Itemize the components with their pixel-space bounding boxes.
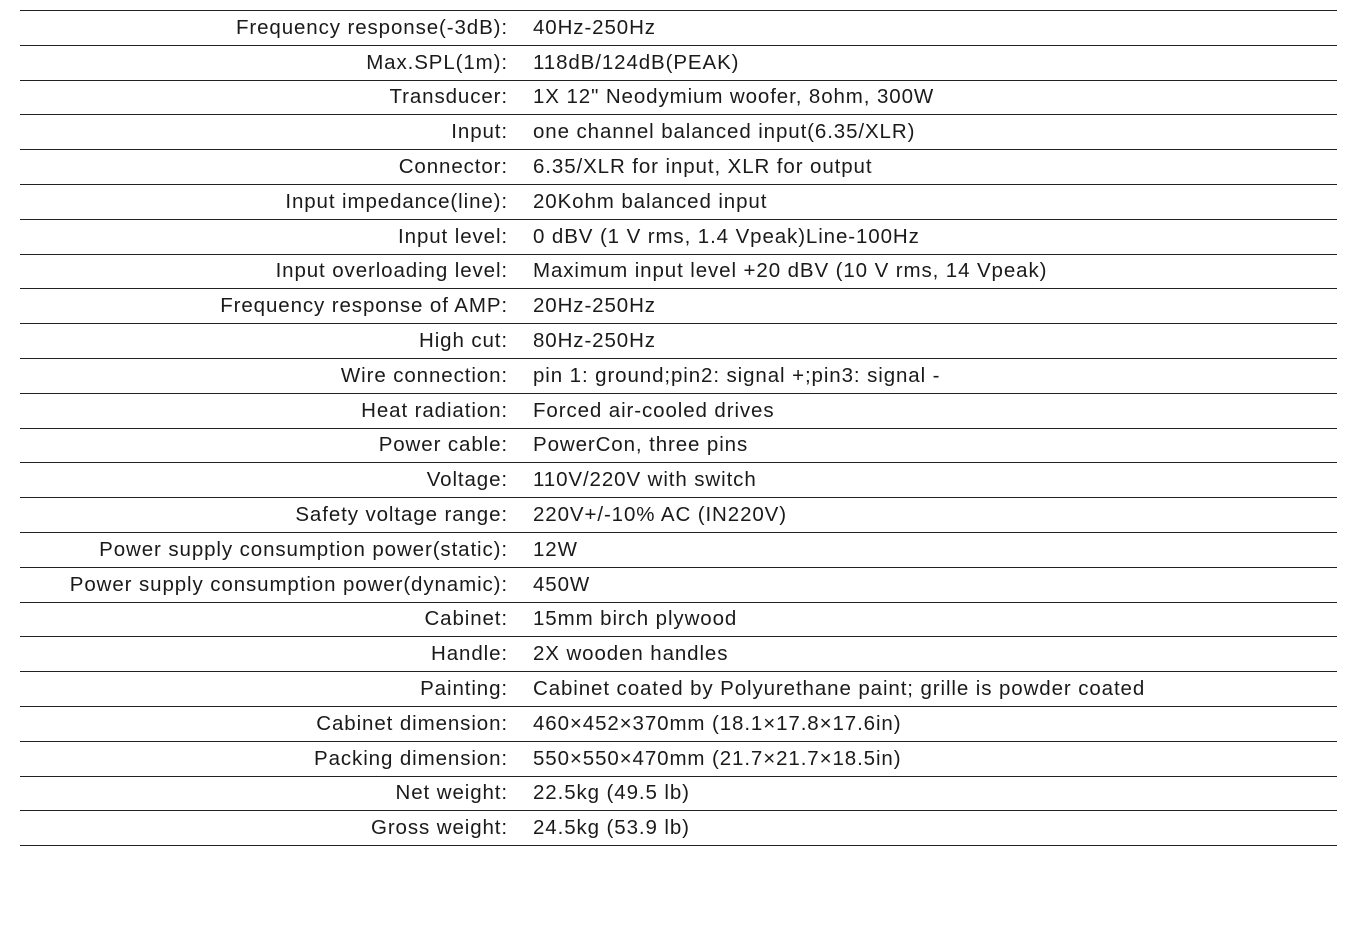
spec-value: Maximum input level +20 dBV (10 V rms, 14 Vpeak)	[533, 259, 1048, 283]
spec-value: pin 1: ground;pin2: signal +;pin3: signal -	[533, 363, 941, 387]
spec-label: Frequency response(-3dB):	[235, 15, 508, 39]
spec-row	[20, 777, 1337, 812]
spec-row	[20, 220, 1337, 255]
spec-value: 20Kohm balanced input	[533, 189, 768, 213]
spec-value: 110V/220V with switch	[533, 468, 757, 492]
spec-row	[20, 46, 1337, 81]
spec-row	[20, 11, 1337, 46]
spec-row	[20, 255, 1337, 290]
spec-value: 15mm birch plywood	[533, 607, 738, 631]
spec-row	[20, 115, 1337, 150]
spec-value: 220V+/-10% AC (IN220V)	[533, 503, 787, 527]
spec-value: PowerCon, three pins	[533, 433, 749, 457]
spec-row	[20, 463, 1337, 498]
spec-value: 40Hz-250Hz	[533, 15, 656, 39]
spec-label: Voltage:	[426, 468, 508, 492]
spec-value: Cabinet coated by Polyurethane paint; grille is powder coated	[533, 677, 1146, 701]
spec-row	[20, 81, 1337, 116]
spec-label: Cabinet:	[424, 607, 508, 631]
spec-value: 450W	[533, 572, 591, 596]
spec-label: Input level:	[398, 224, 508, 248]
spec-value: 20Hz-250Hz	[533, 294, 656, 318]
spec-value: 0 dBV (1 V rms, 1.4 Vpeak)Line-100Hz	[533, 224, 920, 248]
spec-label: Frequency response of AMP:	[220, 294, 508, 318]
spec-label: Power cable:	[378, 433, 508, 457]
spec-row	[20, 289, 1337, 324]
spec-row	[20, 707, 1337, 742]
spec-value: 1X 12" Neodymium woofer, 8ohm, 300W	[533, 85, 935, 109]
spec-row	[20, 185, 1337, 220]
spec-label: Heat radiation:	[361, 398, 508, 422]
spec-value: 6.35/XLR for input, XLR for output	[533, 155, 873, 179]
spec-label: Power supply consumption power(dynamic):	[69, 572, 508, 596]
spec-label: Wire connection:	[340, 363, 508, 387]
spec-label: Packing dimension:	[314, 746, 508, 770]
spec-label: Safety voltage range:	[295, 503, 508, 527]
spec-row	[20, 429, 1337, 464]
spec-label: Connector:	[398, 155, 508, 179]
spec-row	[20, 811, 1337, 846]
spec-value: 24.5kg (53.9 lb)	[533, 816, 690, 840]
spec-table	[20, 10, 1337, 846]
spec-row	[20, 603, 1337, 638]
spec-row	[20, 637, 1337, 672]
spec-value: 460×452×370mm (18.1×17.8×17.6in)	[533, 711, 902, 735]
spec-value: 22.5kg (49.5 lb)	[533, 781, 690, 805]
spec-value: 2X wooden handles	[533, 642, 729, 666]
spec-label: Gross weight:	[370, 816, 508, 840]
spec-row	[20, 394, 1337, 429]
spec-label: Input impedance(line):	[285, 189, 508, 213]
spec-row	[20, 533, 1337, 568]
spec-label: Handle:	[431, 642, 508, 666]
spec-value: Forced air-cooled drives	[533, 398, 775, 422]
spec-label: Power supply consumption power(static):	[99, 537, 508, 561]
spec-value: 12W	[533, 537, 578, 561]
spec-value: 118dB/124dB(PEAK)	[533, 50, 740, 74]
spec-label: Max.SPL(1m):	[366, 50, 508, 74]
spec-row	[20, 672, 1337, 707]
spec-label: Net weight:	[395, 781, 508, 805]
spec-label: Cabinet dimension:	[316, 711, 508, 735]
spec-label: Input:	[451, 120, 508, 144]
spec-value: 80Hz-250Hz	[533, 329, 656, 353]
spec-label: High cut:	[419, 329, 508, 353]
spec-row	[20, 324, 1337, 359]
spec-row	[20, 498, 1337, 533]
spec-row	[20, 568, 1337, 603]
spec-value: 550×550×470mm (21.7×21.7×18.5in)	[533, 746, 902, 770]
spec-row	[20, 150, 1337, 185]
spec-label: Transducer:	[389, 85, 508, 109]
spec-label: Input overloading level:	[275, 259, 508, 283]
spec-row	[20, 359, 1337, 394]
spec-row	[20, 742, 1337, 777]
spec-label: Painting:	[420, 677, 508, 701]
spec-value: one channel balanced input(6.35/XLR)	[533, 120, 916, 144]
